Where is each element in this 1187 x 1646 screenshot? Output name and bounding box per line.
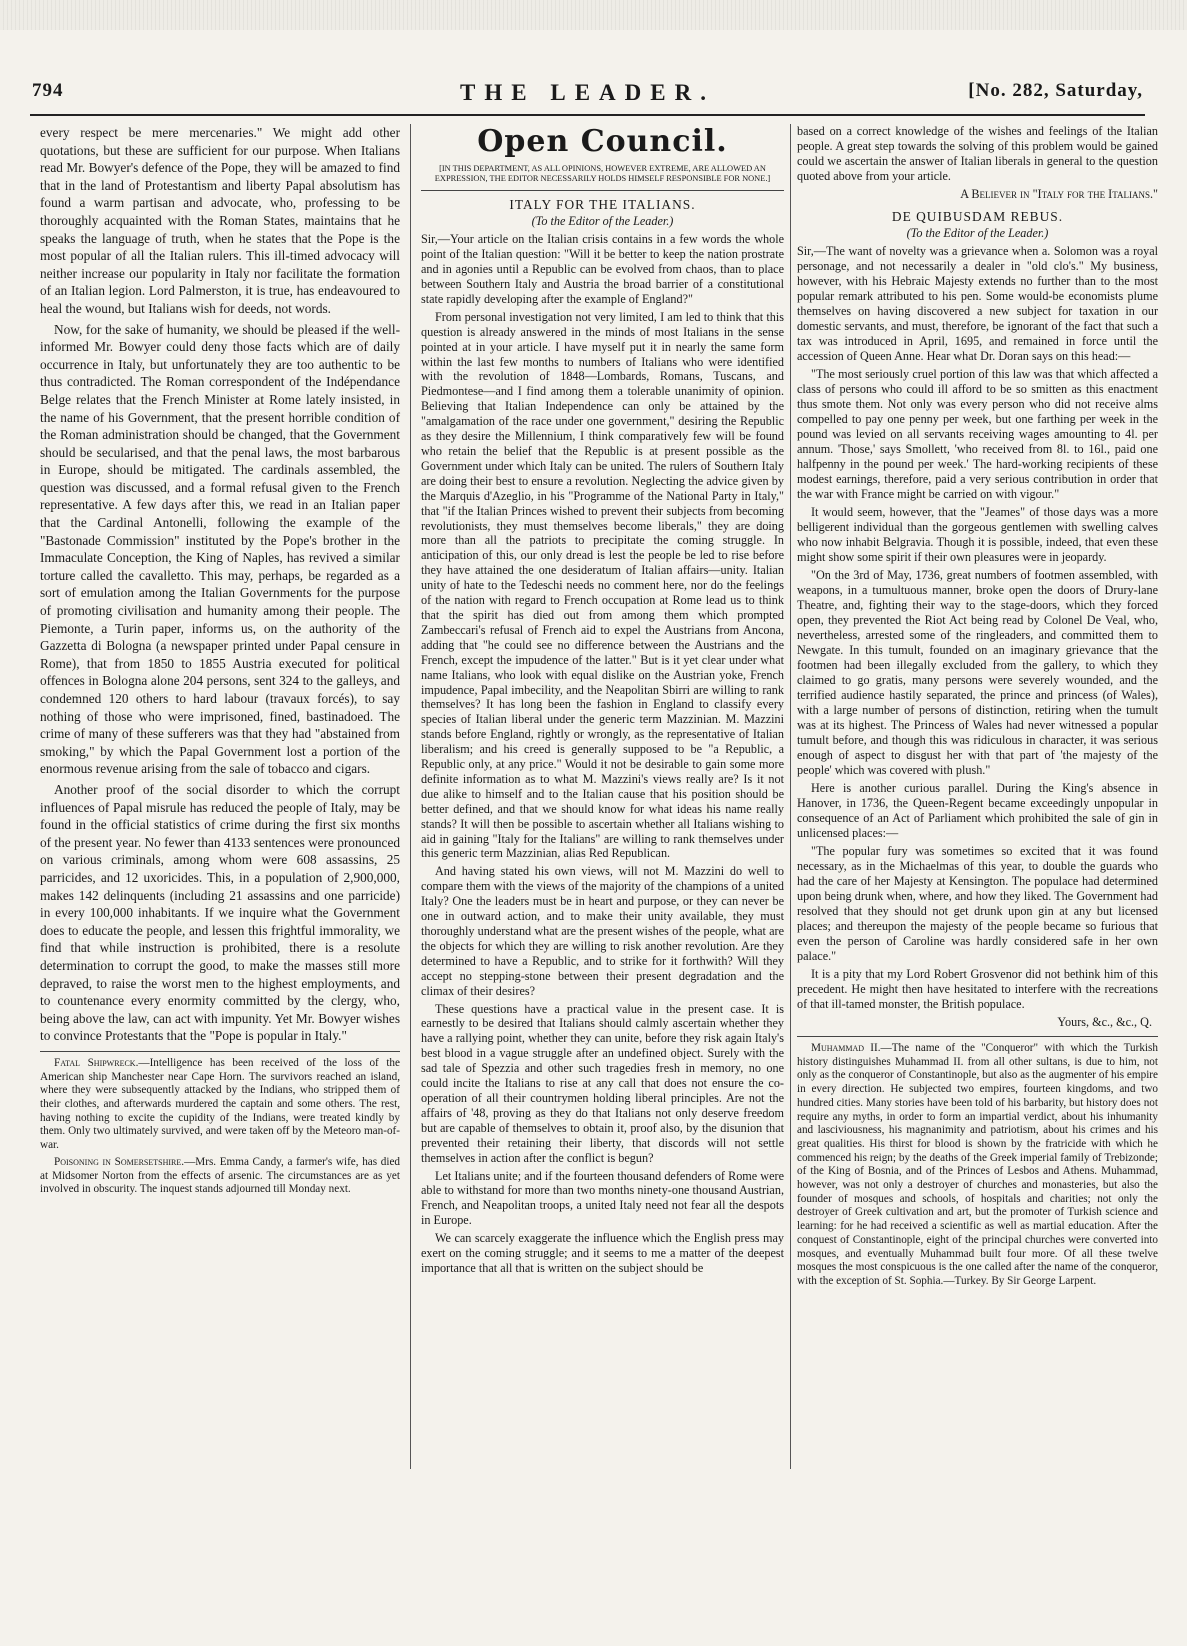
paragraph: Another proof of the social disorder to which the corrupt influences of Papal misrule has reduced the people of Italy, may be found in the official statistics of crime during the first six months of the present year. No fewer than 4133 sentences were pronounced on various criminals, among whom were 608 assassins, 25 parricides, and 12 uxoricides. This, in a population of 2,900,000, makes 142 delinquents (including 21 assassins and one parricide) in every 100,000 inhabitants. If we inquire what the Government does to educate the people, and lessen this frightful immorality, we find that while instruction is prohibited, there is a resolute determination to corrupt the good, to make the masses still more depraved, to raise the worst men to the highest employments, and to countenance every enormity committed by the clergy, who, being above the law, can act with impunity. Yet Mr. Bowyer wishes to convince Protestants that the "Pope is popular in Italy.": [40, 781, 400, 1044]
item-heading: Poisoning in Somersetshire.: [54, 1155, 185, 1168]
paragraph: Sir,—Your article on the Italian crisis contains in a few words the whole point of the Italian question: "Will it be better to keep the nation prostrate and in agonies until a Republic can be evolved from chaos, than to place between Southern Italy and Austria the broad barrier of a constitutional state rapidly developing after the example of England?": [421, 232, 784, 306]
news-item-poisoning: [40, 1156, 400, 1197]
item-heading: Fatal Shipwreck.: [54, 1056, 139, 1069]
section-title: Open Council.: [477, 124, 728, 159]
letter-signature: Yours, &c., &c., Q.: [1057, 1015, 1152, 1029]
to-editor: (To the Editor of the Leader.): [531, 214, 674, 229]
divider: [797, 1036, 1158, 1037]
column-1: [40, 124, 400, 1200]
editorial-note: [IN THIS DEPARTMENT, AS ALL OPINIONS, HOWEVER EXTREME, ARE ALLOWED AN EXPRESSION, THE EDITOR NECESSARILY HOLDS HIMSELF RESPONSIBLE FOR NONE.]: [434, 164, 771, 184]
letter-signature: A Believer in "Italy for the Italians.": [960, 187, 1158, 201]
page-number: 794: [32, 80, 64, 101]
item-heading: Muhammad II.: [811, 1042, 881, 1054]
item-body: —Mrs. Emma Candy, a farmer's wife, has died at Midsomer Norton from the effects of arsenic. The circumstances are as yet involved in obscurity. The inquest stands adjourned till Monday next.: [40, 1155, 401, 1196]
divider: [421, 190, 784, 191]
quotation: "On the 3rd of May, 1736, great numbers of footmen assembled, with weapons, in a tumultuous manner, broke open the doors of Drury-lane Theatre, and, fighting their way to the stage-doors, which they forced open, they prevented the Riot Act being read by Colonel De Veal, who, nevertheless, arrested some of the ringleaders, and committed them to Newgate. In this tumult, founded on an imaginary grievance that the footmen had been illegally excluded from the gallery, to which they claimed to go gratis, many persons were severely wounded, and the terrified audience hastily separated, the prince and princess (of Wales), with a large number of persons of distinction, retiring when the tumult was at its highest. The Princess of Wales had never witnessed a popular tumult before, and though this was ridiculous in character, it was serious enough of aspect to disgust her with that part of 'the majesty of the people' which was covered with plush.": [797, 568, 1158, 777]
to-editor: (To the Editor of the Leader.): [906, 226, 1049, 240]
issue-number: [No. 282, Saturday,: [968, 80, 1143, 101]
column-rule: [790, 124, 791, 1469]
quotation: "The popular fury was sometimes so excited that it was found necessary, as in the Michaelmas of this year, to double the guards who had the care of her Majesty at Kensington. The populace had determined upon being drunk when, where, and how they liked. The Government had resolved that they should not get drunk upon gin at any but licensed places; and thereupon the majesty of the people became so furious that even the person of Caroline was hardly considered safe in her own palace.": [797, 844, 1158, 963]
article-heading: DE QUIBUSDAM REBUS.: [891, 209, 1064, 224]
paragraph: These questions have a practical value in the present case. It is earnestly to be desired that Italians should calmly ascertain whether they have a rallying point, whether they can unite, before they risk again Italy's best blood in a vague struggle after an undefined object. Surely with the sad tale of Spezzia and other such tragedies fresh in memory, no one could incite the Italians to rise at any call that does not ensure the co-operation of all their countrymen holding liberal principles. Are not the affairs of '48, proving as they do that Italians not only deserve freedom but are capable of themselves to obtain it, proof also, by the disunion that prevented their retaining their liberty, that discords will not settle themselves in action after the conflict is begun?: [421, 1001, 784, 1165]
paragraph: Sir,—The want of novelty was a grievance when a. Solomon was a royal personage, and not necessarily a dealer in "old clo's." My business, however, with his Hebraic Majesty extends no further than to the most popular remark attributed to his pen. Some would-be economists plume themselves on having discovered a new subject for taxation in our domestic servants, and must, therefore, be ignorant of the fact that such a tax was introduced in April, 1695, and remained in force until the accession of Queen Anne. Hear what Dr. Doran says on this head:—: [797, 244, 1158, 363]
scan-edge: [0, 0, 1187, 30]
news-item-shipwreck: [40, 1057, 400, 1153]
quotation: "The most seriously cruel portion of this law was that which affected a class of persons who could ill afford to be so smitten as this enactment thus smote them. Not only was every person who did not receive alms compelled to pay one penny per week, but one farthing per week in the pound was levied on all servants receiving wages amounting to 4l. per annum. 'Those,' says Smollett, 'who received from 8l. to 16l., paid one halfpenny in the pound per week.' The hard-working recipients of these modest earnings, therefore, paid a very serious contribution in order that the war with France might be carried on with vigour.": [797, 367, 1158, 501]
item-body: —Intelligence has been received of the loss of the American ship Manchester near Cape Horn. The survivors reached an island, where they were subsequently attacked by the Indians, who stripped them of their clothes, and afterwards murdered the captain and some others. The rest, having nothing to excite the cupidity of the Indians, were treated kindly by them. Only two ultimately survived, and were taken off by the Meteoro man-of-war.: [40, 1056, 400, 1152]
paragraph: From personal investigation not very limited, I am led to think that this question is already answered in the minds of most Italians in the sense pointed at in your article. I have myself put it in nearly the same form within the last few months to numbers of Italians who were identified with the revolution of 1848—Lombards, Romans, Tuscans, and Piedmontese—and I find among them a tolerable unanimity of opinion. Believing that Italian Independence can only be attained by the "amalgamation of the race under one government," desiring the Republic as they desire the Millennium, I think comparatively few will be found who retain the belief that the Republic is at present possible as the Government under which Italy can be united. The rulers of Southern Italy are doing their best to ensure a revolution. Neglecting the advice given by the Marquis d'Azeglio, in his "Programme of the National Party in Italy," that "if the Italian Princes wished to prevent their subjects from becoming revolutionists, they must themselves become liberals," they are doing more than all the patriots to precipitate the coming struggle. In anticipation of this, our only dread is lest the people be led to rise before they have attained the one desideratum of Italian affairs—unity. Italian unity of hate to the Tedeschi needs no comment here, nor do the feelings of the nation with regard to French occupation at Rome lead us to think that the spirit has died out from among them which prompted Zambeccari's refusal of French aid to expel the Austrians from Ancona, adding that "he could see no difference between the Austrians and the French, except the impudence of the latter." But is it yet clear under what name Italians, who look with equal dislike on the Austrian yoke, French impudence, Papal imbecility, and the Neapolitan Sbirri are willing to rank themselves? It has long been the fashion in England to classify every species of Italian liberal under the generic term Mazzinian. M. Mazzini stands before England, rightly or wrongly, as the representative of Italian liberalism; and his creed is generally supposed to be "a Republic, a Republic only, at any price." Would it not be desirable to gain some more definite information as to what M. Mazzini's views really are? Is it not due alike to himself and to the Italian cause that his position should be better defined, and that we should know for what ideas his name really stands? It will then be possible to ascertain whether all Italians wishing to aid in gaining "Italy for the Italians" are willing to rank themselves under this generic term Mazzinian, alias Red Republican.: [421, 309, 784, 861]
paragraph: Here is another curious parallel. During the King's absence in Hanover, in 1736, the Queen-Regent became exceedingly unpopular in consequence of an Act of Parliament which prohibited the sale of gin in unlicensed places:—: [797, 781, 1158, 840]
news-item-muhammad: [797, 1042, 1158, 1289]
paragraph: And having stated his own views, will not M. Mazzini do well to compare them with the views of the majority of the champions of a united Italy? One the leaders must be in heart and purpose, or they can never be one in outward action, and to make their unity available, they must thoroughly understand what are the present wishes of the people, what are the objects for which they are willing to risk another revolution. Are they determined to have a Republic, and to strike for it forthwith? Will they accept no stepping-stone between their present degradation and the climax of their desires?: [421, 864, 784, 998]
paragraph: Let Italians unite; and if the fourteen thousand defenders of Rome were able to withstand for more than two months ninety-one thousand Austrian, French, and Neapolitan troops, a united Italy need not fear all the despots in Europe.: [421, 1168, 784, 1228]
paragraph: It is a pity that my Lord Robert Grosvenor did not bethink him of this precedent. He might then have hesitated to interfere with the recreations of that ill-tamed monster, the British populace.: [797, 967, 1158, 1011]
column-3: [797, 124, 1158, 1292]
paragraph: every respect be mere mercenaries." We might add other quotations, but these are sufficient for our purpose. When Italians read Mr. Bowyer's defence of the Pope, they will be amazed to find that in the land of Protestantism and liberty Papal absolutism has found a warm partisan and advocate, who, professing to be thoroughly acquainted with the Roman States, maintains that he speaks the language of truth, when he states that the Pope is the most popular of all the Italian rulers. This ill-timed advocacy will neither increase our popularity in Italy nor facilitate the formation of an Italian legion. Lord Palmerston, it is true, has endeavoured to heal the wound, but Italians wish for deeds, not words.: [40, 125, 400, 316]
masthead: [30, 80, 1145, 116]
article-heading: ITALY FOR THE ITALIANS.: [509, 197, 696, 213]
divider: [40, 1051, 400, 1052]
paragraph: We can scarcely exaggerate the influence which the English press may exert on the coming struggle; and it seems to me a matter of the deepest importance that all that is written on the subject should be: [421, 1231, 784, 1275]
newspaper-title: THE LEADER.: [460, 80, 715, 105]
paragraph: Now, for the sake of humanity, we should be pleased if the well-informed Mr. Bowyer could deny those facts which are of daily occurrence in Italy, but unfortunately they are too authentic to be thus contradicted. The Roman correspondent of the Indépendance Belge relates that the French Minister at Rome lately insisted, in the name of his Government, that the present horrible condition of the Roman administration should be changed, that the Government should be secularised, and that the penal laws, the most barbarous in Europe, should be mitigated. The cardinals assembled, the question was discussed, and a formal refusal given to the French representative. A few days after this, we read in an Italian paper that the Cardinal Antonelli, following the example of the "Bastonade Commission" instituted by the Pope's brother in the Immaculate Conception, the King of Naples, has revived a similar torture called the cavalletto. This may, perhaps, be regarded as a sort of emulation among the Italian Governments for the purpose of promoting civilisation and humanity among their people. The Piemonte, a Turin paper, informs us, on the authority of the Gazzetta di Bologna (a newspaper printed under Papal censure in Rome), that from 1850 to 1855 Austria executed for political offences in Bologna alone 204 persons, sent 324 to the galleys, and condemned 120 others to hard labour (travaux forcés), to say nothing of those who were imprisoned, fined, bastinadoed. The crime of many of these sufferers was that they had "abstained from smoking," by which the Papal Government lost a portion of the enormous revenue arising from the sale of tobacco and cigars.: [40, 321, 400, 777]
column-2: [421, 124, 784, 1279]
paragraph: based on a correct knowledge of the wishes and feelings of the Italian people. A great step towards the solving of this problem would be gained could we ascertain the answer of Italian liberals in general to the question quoted above from your article.: [797, 124, 1158, 183]
paragraph: It would seem, however, that the "Jeames" of those days was a more belligerent individual than the gorgeous gentlemen with swelling calves who now inhabit Belgravia. Though it is possible, indeed, that even these might show some spirit if their own pleasures were in jeopardy.: [797, 505, 1158, 564]
item-body: —The name of the "Conqueror" with which the Turkish history distinguishes Muhammad II. from all other sultans, is due to him, not only as the conqueror of Constantinople, but also as the augmenter of his empire in every direction. He subjected two empires, fourteen kingdoms, and two hundred cities. Many stories have been told of his barbarity, but history does not require any myths, in order to form an impartial verdict, about his inhumanity and lasciviousness, his magnanimity and patriotism, about his crimes and his great qualities. His thirst for blood is shown by the fratricide with which he commenced his reign; by the deaths of the Greek imperial family of Trebizonde; of the King of Bosnia, and of the Princes of Lesbos and Athens. Muhammad, however, was not only a destroyer of churches and monasteries, but also the founder of mosques and schools, of hospitals and charities; not only the destroyer of Greek cultivation and art, but the promoter of Turkish science and learning: for he had received a scientific as well as martial education. After the conquest of Constantinople, eight of the principal churches were converted into mosques, and eventually Muhammad built four more. Of all these twelve mosques the most conspicuous is the one called after the name of the conqueror, with the exception of St. Sophia.—Turkey. By Sir George Larpent.: [797, 1042, 1158, 1287]
column-rule: [410, 124, 411, 1469]
